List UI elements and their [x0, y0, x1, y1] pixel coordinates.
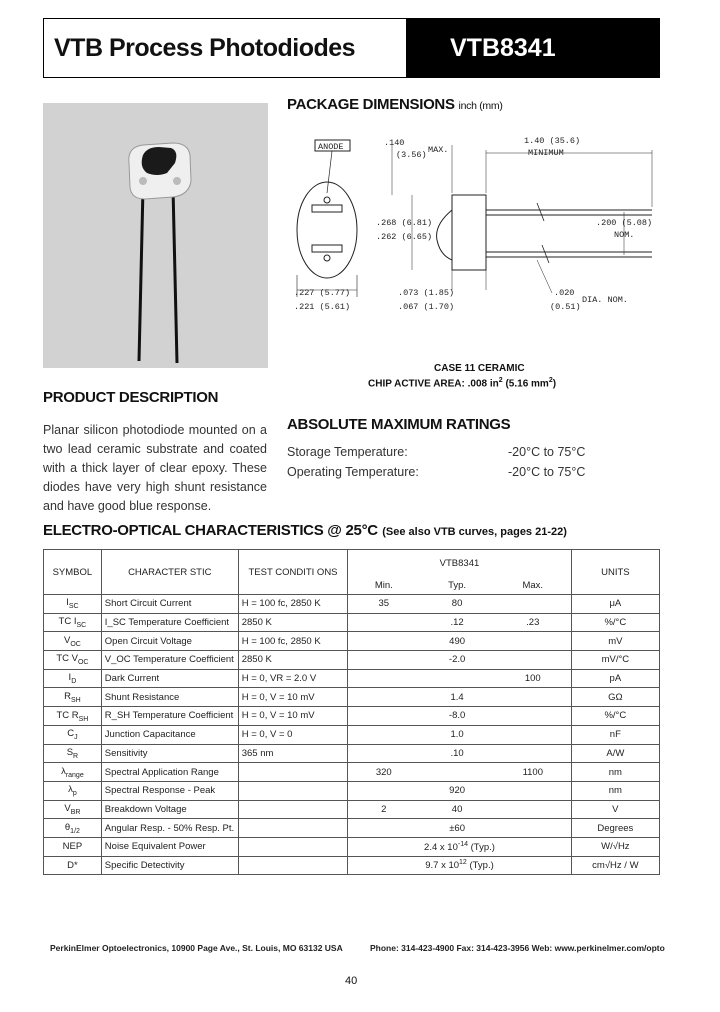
footer-address: PerkinElmer Optoelectronics, 10900 Page Ave., St. Louis, MO 63132 USA	[50, 943, 343, 953]
dim-268: .268 (6.81)	[376, 218, 433, 228]
cell-min	[348, 632, 420, 651]
th-typ: Typ.	[419, 576, 495, 594]
cell-units: %/°C	[571, 613, 659, 632]
dim-minimum: MINIMUM	[528, 148, 564, 158]
cell-units: nm	[571, 781, 659, 800]
cell-conditions	[238, 856, 348, 875]
cell-typ: -2.0	[419, 651, 495, 670]
dim-1-40: 1.40 (35.6)	[524, 136, 581, 146]
cell-conditions: H = 100 fc, 2850 K	[238, 632, 348, 651]
rating-label-storage: Storage Temperature:	[287, 445, 408, 459]
th-symbol: SYMBOL	[44, 550, 102, 595]
cell-typ: 80	[419, 595, 495, 614]
cell-typ: .12	[419, 613, 495, 632]
cell-units: V	[571, 800, 659, 819]
cell-min: 35	[348, 595, 420, 614]
dim-067: .067 (1.70)	[398, 302, 455, 312]
table-row	[44, 613, 660, 632]
cell-conditions: 2850 K	[238, 651, 348, 670]
product-photo	[43, 103, 268, 368]
cell-symbol: TC $R_{SH}$	[44, 707, 102, 726]
rating-value-operating: -20°C to 75°C	[508, 465, 586, 479]
cell-characteristic: Spectral Application Range	[101, 763, 238, 782]
cell-symbol: $V_{OC}$	[44, 632, 102, 651]
cell-conditions	[238, 781, 348, 800]
cell-symbol: $V_{BR}$	[44, 800, 102, 819]
cell-max	[495, 781, 571, 800]
cell-min: 320	[348, 763, 420, 782]
dim-nom: NOM.	[614, 230, 635, 240]
package-heading: PACKAGE DIMENSIONS inch (mm)	[287, 96, 503, 113]
cell-symbol: $\theta_{1/2}$	[44, 819, 102, 838]
table-row	[44, 632, 660, 651]
cell-characteristic: Short Circuit Current	[101, 595, 238, 614]
table-row	[44, 856, 660, 875]
cell-max	[495, 800, 571, 819]
cell-typ: 1.0	[419, 725, 495, 744]
cell-symbol: $S_R$	[44, 744, 102, 763]
cell-units: cm√Hz / W	[571, 856, 659, 875]
cell-min	[348, 688, 420, 707]
cell-units: GΩ	[571, 688, 659, 707]
product-description-heading: PRODUCT DESCRIPTION	[43, 389, 219, 406]
cell-symbol: $I_D$	[44, 669, 102, 688]
cell-min	[348, 781, 420, 800]
cell-max	[495, 632, 571, 651]
table-row	[44, 688, 660, 707]
ratings-heading: ABSOLUTE MAXIMUM RATINGS	[287, 416, 511, 433]
anode-label: ANODE	[318, 142, 344, 152]
cell-characteristic: R_SH Temperature Coefficient	[101, 707, 238, 726]
table-row	[44, 800, 660, 819]
cell-characteristic: Noise Equivalent Power	[101, 837, 238, 856]
cell-units: %/°C	[571, 707, 659, 726]
cell-value-span: 9.7 x $10^{12}$ (Typ.)	[348, 856, 571, 875]
cell-max	[495, 595, 571, 614]
cell-characteristic: Spectral Response - Peak	[101, 781, 238, 800]
cell-symbol: TC $V_{OC}$	[44, 651, 102, 670]
cell-max	[495, 688, 571, 707]
cell-conditions: H = 100 fc, 2850 K	[238, 595, 348, 614]
cell-max	[495, 819, 571, 838]
eo-heading: ELECTRO-OPTICAL CHARACTERISTICS @ 25°C (See also VTB curves, pages 21-22)	[43, 522, 567, 539]
cell-units: mV	[571, 632, 659, 651]
table-row	[44, 763, 660, 782]
table-row	[44, 669, 660, 688]
dim-020: .020	[554, 288, 575, 298]
cell-units: mV/°C	[571, 651, 659, 670]
cell-max: 1100	[495, 763, 571, 782]
cell-symbol: $\lambda_{range}$	[44, 763, 102, 782]
cell-symbol: $\lambda_p$	[44, 781, 102, 800]
cell-characteristic: Sensitivity	[101, 744, 238, 763]
cell-conditions: H = 0, V = 10 mV	[238, 688, 348, 707]
cell-characteristic: Breakdown Voltage	[101, 800, 238, 819]
th-max: Max.	[495, 576, 571, 594]
cell-units: pA	[571, 669, 659, 688]
dim-227: .227 (5.77)	[294, 288, 351, 298]
cell-typ	[419, 669, 495, 688]
cell-characteristic: Angular Resp. - 50% Resp. Pt.	[101, 819, 238, 838]
table-row	[44, 781, 660, 800]
cell-conditions: 2850 K	[238, 613, 348, 632]
page-number: 40	[345, 975, 358, 987]
th-characteristic: CHARACTER STIC	[101, 550, 238, 595]
table-row	[44, 819, 660, 838]
cell-symbol: NEP	[44, 837, 102, 856]
cell-typ: 490	[419, 632, 495, 651]
cell-units: μA	[571, 595, 659, 614]
cell-symbol: D*	[44, 856, 102, 875]
cell-min	[348, 725, 420, 744]
cell-max	[495, 725, 571, 744]
cell-conditions: H = 0, V = 0	[238, 725, 348, 744]
cell-max: .23	[495, 613, 571, 632]
cell-symbol: $C_J$	[44, 725, 102, 744]
cell-characteristic: I_SC Temperature Coefficient	[101, 613, 238, 632]
table-row	[44, 707, 660, 726]
cell-typ: .10	[419, 744, 495, 763]
cell-min	[348, 744, 420, 763]
dim-221: .221 (5.61)	[294, 302, 351, 312]
cell-typ	[419, 763, 495, 782]
th-conditions: TEST CONDITI ONS	[238, 550, 348, 595]
cell-max	[495, 744, 571, 763]
cell-typ: 1.4	[419, 688, 495, 707]
page-title: VTB Process Photodiodes	[54, 33, 356, 62]
dim-200: .200 (5.08)	[596, 218, 653, 228]
cell-conditions: H = 0, V = 10 mV	[238, 707, 348, 726]
cell-units: Degrees	[571, 819, 659, 838]
cell-conditions: H = 0, VR = 2.0 V	[238, 669, 348, 688]
cell-typ: ±60	[419, 819, 495, 838]
cell-typ: 920	[419, 781, 495, 800]
rating-label-operating: Operating Temperature:	[287, 465, 419, 479]
cell-characteristic: Shunt Resistance	[101, 688, 238, 707]
table-row	[44, 744, 660, 763]
dim-020-mm: (0.51)	[550, 302, 581, 312]
cell-min	[348, 669, 420, 688]
cell-units: W/√Hz	[571, 837, 659, 856]
case-label: CASE 11 CERAMIC	[434, 363, 525, 374]
cell-min	[348, 651, 420, 670]
cell-conditions	[238, 819, 348, 838]
rating-value-storage: -20°C to 75°C	[508, 445, 586, 459]
cell-characteristic: V_OC Temperature Coefficient	[101, 651, 238, 670]
table-row	[44, 725, 660, 744]
footer-contact: Phone: 314-423-4900 Fax: 314-423-3956 Web: www.perkinelmer.com/opto	[370, 943, 665, 953]
cell-symbol: TC $I_{SC}$	[44, 613, 102, 632]
table-row	[44, 837, 660, 856]
title-box	[43, 18, 660, 78]
dim-073: .073 (1.85)	[398, 288, 455, 298]
cell-characteristic: Specific Detectivity	[101, 856, 238, 875]
th-min: Min.	[348, 576, 420, 594]
cell-characteristic: Dark Current	[101, 669, 238, 688]
cell-characteristic: Open Circuit Voltage	[101, 632, 238, 651]
cell-min	[348, 707, 420, 726]
cell-min: 2	[348, 800, 420, 819]
cell-typ: 40	[419, 800, 495, 819]
cell-max: 100	[495, 669, 571, 688]
eo-table	[43, 549, 660, 875]
cell-units: nF	[571, 725, 659, 744]
part-number: VTB8341	[406, 19, 659, 77]
cell-max	[495, 707, 571, 726]
product-description-text: Planar silicon photodiode mounted on a two lead ceramic substrate and coated with a thick layer of clear epoxy. These diodes have very high shunt resistance and have good blue response.	[43, 423, 267, 513]
dim-dianom: DIA. NOM.	[582, 295, 628, 305]
cell-typ: -8.0	[419, 707, 495, 726]
cell-units: A/W	[571, 744, 659, 763]
cell-conditions	[238, 763, 348, 782]
cell-conditions: 365 nm	[238, 744, 348, 763]
cell-max	[495, 651, 571, 670]
th-group: VTB8341	[348, 550, 571, 577]
cell-value-span: 2.4 x $10^{-14}$ (Typ.)	[348, 837, 571, 856]
cell-min	[348, 613, 420, 632]
th-units: UNITS	[571, 550, 659, 595]
cell-units: nm	[571, 763, 659, 782]
cell-min	[348, 819, 420, 838]
cell-symbol: $R_{SH}$	[44, 688, 102, 707]
dim-140-mm: (3.56)	[396, 150, 427, 160]
table-row	[44, 651, 660, 670]
chip-area: CHIP ACTIVE AREA: .008 $in^2$ (5.16 $mm^2$)	[368, 377, 557, 390]
cell-characteristic: Junction Capacitance	[101, 725, 238, 744]
cell-symbol: $I_{SC}$	[44, 595, 102, 614]
dim-140: .140	[384, 138, 405, 148]
package-drawing	[282, 125, 662, 325]
cell-conditions	[238, 837, 348, 856]
cell-conditions	[238, 800, 348, 819]
table-row	[44, 595, 660, 614]
dim-262: .262 (6.65)	[376, 232, 433, 242]
dim-max: MAX.	[428, 145, 449, 155]
